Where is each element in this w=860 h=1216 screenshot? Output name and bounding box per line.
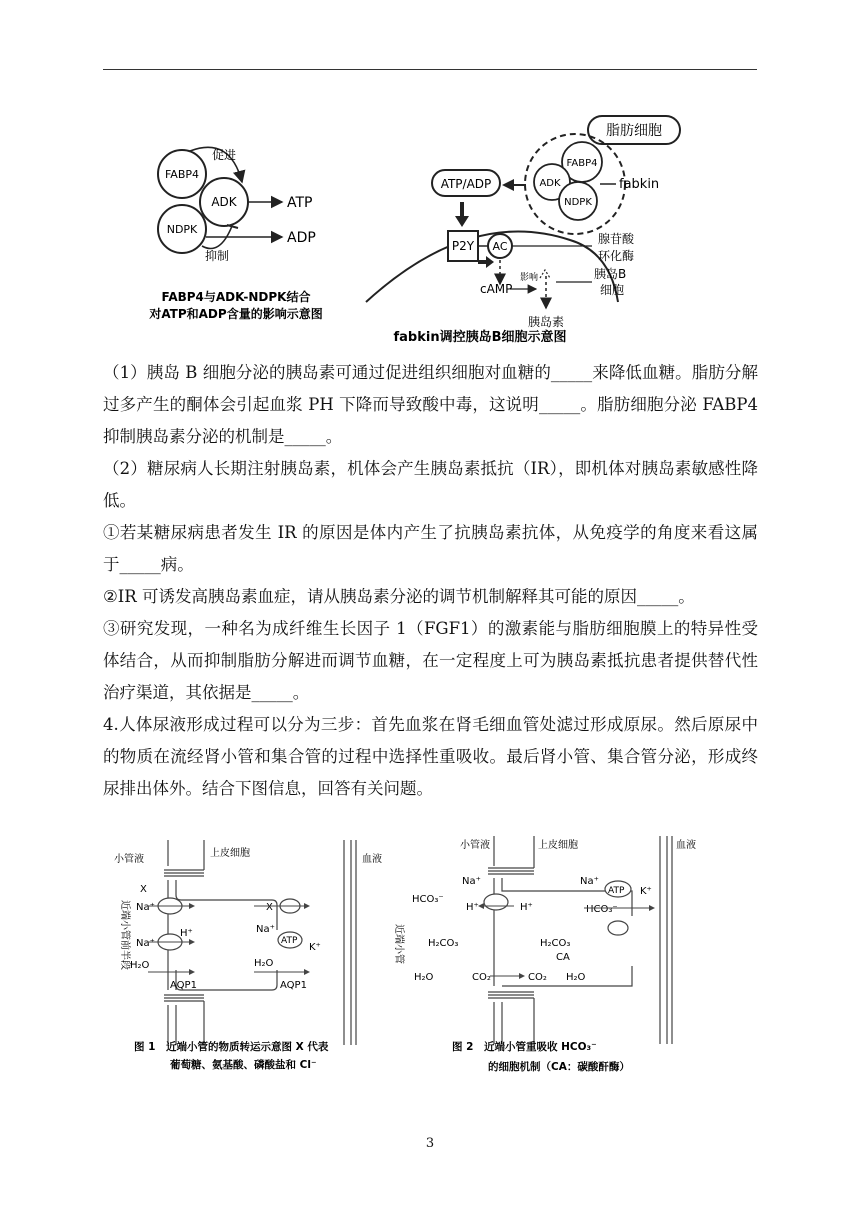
fabkin-to-atp-arrow xyxy=(502,179,526,191)
fig1-caption-line2: 对ATP和ADP含量的影响示意图 xyxy=(149,307,323,321)
fig2-caption: fabkin调控胰岛B细胞示意图 xyxy=(393,330,567,345)
adenylate-cyclase-line2: 环化酶 xyxy=(598,249,635,263)
fabkin-label: fabkin xyxy=(619,177,660,192)
page-number: 3 xyxy=(425,1136,435,1151)
co2-label-left: CO₂ xyxy=(472,972,491,983)
na-h-exchanger xyxy=(484,894,508,910)
header-rule xyxy=(103,69,757,70)
fabp4-label: FABP4 xyxy=(164,168,200,181)
ac-label: AC xyxy=(492,240,508,253)
question-3-text xyxy=(103,357,758,805)
figure-fabp4-adk-ndpk xyxy=(150,138,350,323)
figure-fabkin-beta-cell xyxy=(360,112,740,348)
h2o-label-right: H₂O xyxy=(254,958,274,969)
h-label-left: H⁺ xyxy=(466,902,479,913)
x-label-left: X xyxy=(140,884,147,895)
camp-label: cAMP xyxy=(480,282,513,296)
adk-label: ADK xyxy=(211,195,237,209)
atp-adp-label: ATP/ADP xyxy=(440,177,492,191)
q2-sub-a: ①若某糖尿病患者发生 IR 的原因是体内产生了抗胰岛素抗体，从免疫学的角度来看这属于_____病。 xyxy=(103,523,758,574)
fig1-caption-line1: FABP4与ADK-NDPK结合 xyxy=(161,290,311,304)
x-label-right: X xyxy=(266,902,273,913)
adenylate-cyclase-line1: 腺苷酸 xyxy=(598,232,635,246)
fig4-caption-line2: 的细胞机制（CA：碳酸酐酶） xyxy=(488,1061,630,1073)
segment-label: 近端小管 xyxy=(393,924,404,964)
promote-label: 促进 xyxy=(212,148,237,162)
h-label-left: H⁺ xyxy=(180,928,193,939)
co2-label-mid: CO₂ xyxy=(528,972,547,983)
hco3-label-left: HCO₃⁻ xyxy=(412,894,444,905)
figure-hco3-reabsorption xyxy=(393,836,724,1076)
h2co3-label-mid: H₂CO₃ xyxy=(540,938,571,949)
beta-cell-line2: 细胞 xyxy=(600,283,625,297)
lumen-label: 小管液 xyxy=(460,840,490,851)
beta-cell-line1: 胰岛B xyxy=(594,267,627,281)
aqp1-label-left: AQP1 xyxy=(170,980,197,991)
atp-label: ATP xyxy=(281,936,298,946)
blood-label: 血液 xyxy=(362,854,382,865)
k-label-right: K⁺ xyxy=(640,886,652,897)
ndpk-label: NDPK xyxy=(564,197,592,208)
inhibit-label: 抑制 xyxy=(205,249,230,263)
adk-label: ADK xyxy=(539,178,561,189)
h2o-label-left: H₂O xyxy=(414,972,434,983)
adp-label: ADP xyxy=(287,230,316,246)
ca-label: CA xyxy=(556,952,570,963)
question-4-paragraph: 4.人体尿液形成过程可以分为三步：首先血浆在肾毛细血管处滤过形成原尿。然后原尿中的物质在流经肾小管和集合管的过程中选择性重吸收。最后肾小管、集合管分泌，形成终尿排出体外。结合下图信息，回答有关问题。 xyxy=(103,715,758,798)
segment-label: 近端小管前半段 xyxy=(119,900,130,970)
hco3-label-right: HCO₃⁻ xyxy=(586,904,618,915)
h2co3-label-left: H₂CO₃ xyxy=(428,938,459,949)
p2y-label: P2Y xyxy=(451,239,475,253)
blood-label: 血液 xyxy=(676,840,696,851)
atp-to-p2y-arrow xyxy=(455,202,469,227)
insulin-label: 胰岛素 xyxy=(528,315,565,329)
p2y-to-ac-arrow xyxy=(478,256,494,268)
h2o-label-mid: H₂O xyxy=(566,972,586,983)
epithelium-label: 上皮细胞 xyxy=(210,848,250,859)
effect-label: 影响 xyxy=(520,273,539,283)
q2-sub-c: ③研究发现，一种名为成纤维生长因子 1（FGF1）的激素能与脂肪细胞膜上的特异性受体结合，从而抑制脂肪分解进而调节血糖，在一定程度上可为胰岛素抵抗患者提供替代性治疗渠道，其依据是_____。 xyxy=(103,619,758,702)
atp-label: ATP xyxy=(287,195,313,211)
na-label-right: Na⁺ xyxy=(580,876,599,887)
fig4-caption-line1: 图 2 近端小管重吸收 HCO₃⁻ xyxy=(452,1041,597,1053)
na-label-left1: Na⁺ xyxy=(136,902,155,913)
na-label-left: Na⁺ xyxy=(462,876,481,887)
adipocyte-label: 脂肪细胞 xyxy=(606,123,662,139)
na-label-right: Na⁺ xyxy=(256,924,275,935)
q1-paragraph: （1）胰岛 B 细胞分泌的胰岛素可通过促进组织细胞对血糖的_____来降低血糖。脂肪分解过多产生的酮体会引起血浆 PH 下降而导致酸中毒，这说明_____。脂肪细胞分泌 FABP4 抑制胰岛素分泌的机制是_____。 xyxy=(103,363,758,446)
q2-intro-paragraph: （2）糖尿病人长期注射胰岛素，机体会产生胰岛素抵抗（IR），即机体对胰岛素敏感性降低。 xyxy=(103,459,758,510)
ndpk-label: NDPK xyxy=(166,223,198,236)
fig3-caption-line1: 图 1 近端小管的物质转运示意图 X 代表 xyxy=(134,1041,329,1053)
q2-sub-b: ②IR 可诱发高胰岛素血症，请从胰岛素分泌的调节机制解释其可能的原因_____。 xyxy=(103,587,695,606)
h2o-label-left: H₂O xyxy=(130,960,150,971)
k-label-right: K⁺ xyxy=(309,942,321,953)
h-label-mid: H⁺ xyxy=(520,902,533,913)
camp-effect-arrow xyxy=(540,270,550,278)
na-label-left2: Na⁺ xyxy=(136,938,155,949)
lumen-label: 小管液 xyxy=(114,854,144,865)
hco3-carrier xyxy=(608,921,628,935)
fabp4-label: FABP4 xyxy=(566,158,598,169)
fig3-caption-line2: 葡萄糖、氨基酸、磷酸盐和 Cl⁻ xyxy=(170,1059,317,1071)
figure-proximal-tubule-transport xyxy=(104,840,394,1075)
aqp1-label-right: AQP1 xyxy=(280,980,307,991)
epithelium-label: 上皮细胞 xyxy=(538,840,578,851)
atp-label: ATP xyxy=(608,886,625,896)
